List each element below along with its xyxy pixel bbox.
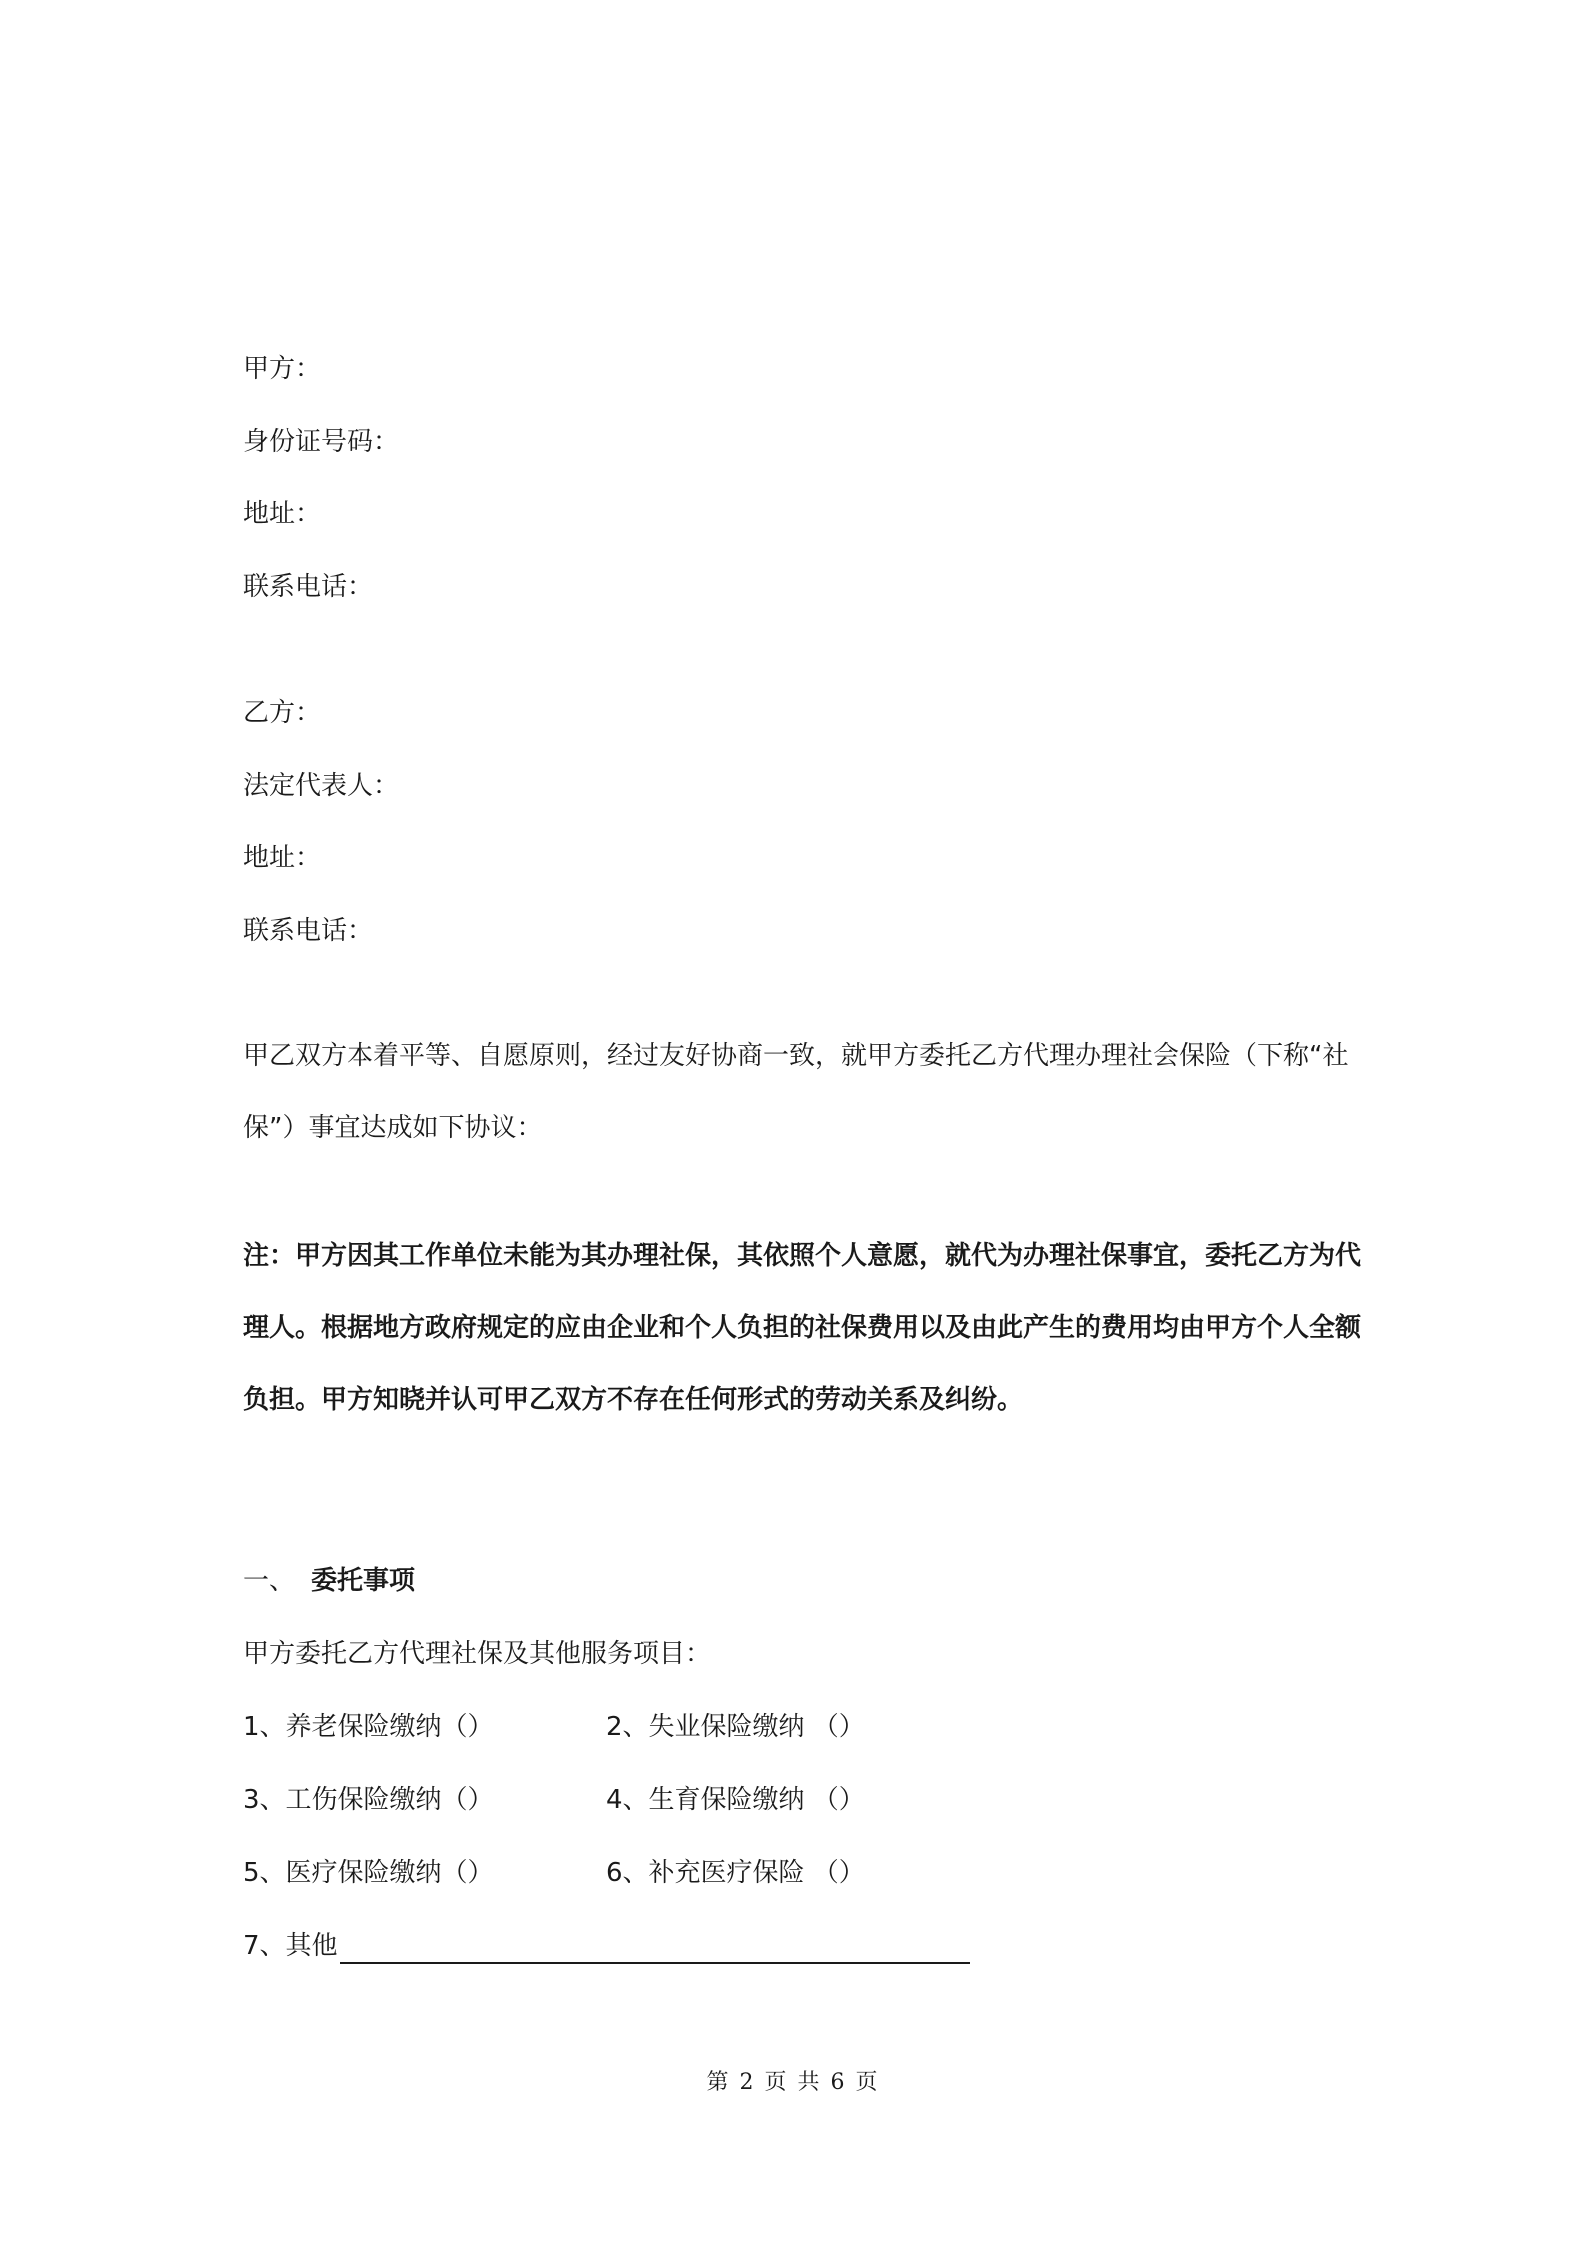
service-item: 1、养老保险缴纳（） [243,1712,494,1742]
page-footer: 第 2 页 共 6 页 [706,2070,880,2095]
note-paragraph: 注：甲方因其工作单位未能为其办理社保，其依照个人意愿，就代为办理社保事宜，委托乙方为代理人。根据地方政府规定的应由企业和个人负担的社保费用以及由此产生的费用均由甲方个人全额负担。甲方知晓并认可甲乙双方不存在任何形式的劳动关系及纠纷。 [243,1241,1362,1415]
party-b-address-label: 地址： [243,843,322,873]
section-number: 一、 [243,1566,296,1596]
party-b-phone-label: 联系电话： [243,916,374,946]
party-b-representative-label: 法定代表人： [243,771,400,801]
party-a-label: 甲方： [243,354,322,384]
party-a-phone-label: 联系电话： [243,572,374,602]
section-title: 委托事项 [311,1566,416,1596]
other-item [243,1928,970,1964]
service-item: 3、工伤保险缴纳（） [243,1785,494,1815]
service-item: 6、补充医疗保险 （） [606,1858,865,1888]
section-heading [243,1563,415,1599]
service-item: 5、医疗保险缴纳（） [243,1858,494,1888]
other-blank-field[interactable] [340,1932,970,1964]
party-a-address-label: 地址： [243,499,322,529]
party-b-label: 乙方： [243,698,322,728]
section-lead: 甲方委托乙方代理社保及其他服务项目： [243,1639,712,1669]
other-label: 7、其他 [243,1931,338,1961]
service-item: 2、失业保险缴纳 （） [606,1712,865,1742]
party-a-id-label: 身份证号码： [243,427,400,457]
intro-paragraph: 甲乙双方本着平等、自愿原则，经过友好协商一致，就甲方委托乙方代理办理社会保险（下称“社保”）事宜达成如下协议： [243,1041,1349,1143]
service-item: 4、生育保险缴纳 （） [606,1785,865,1815]
